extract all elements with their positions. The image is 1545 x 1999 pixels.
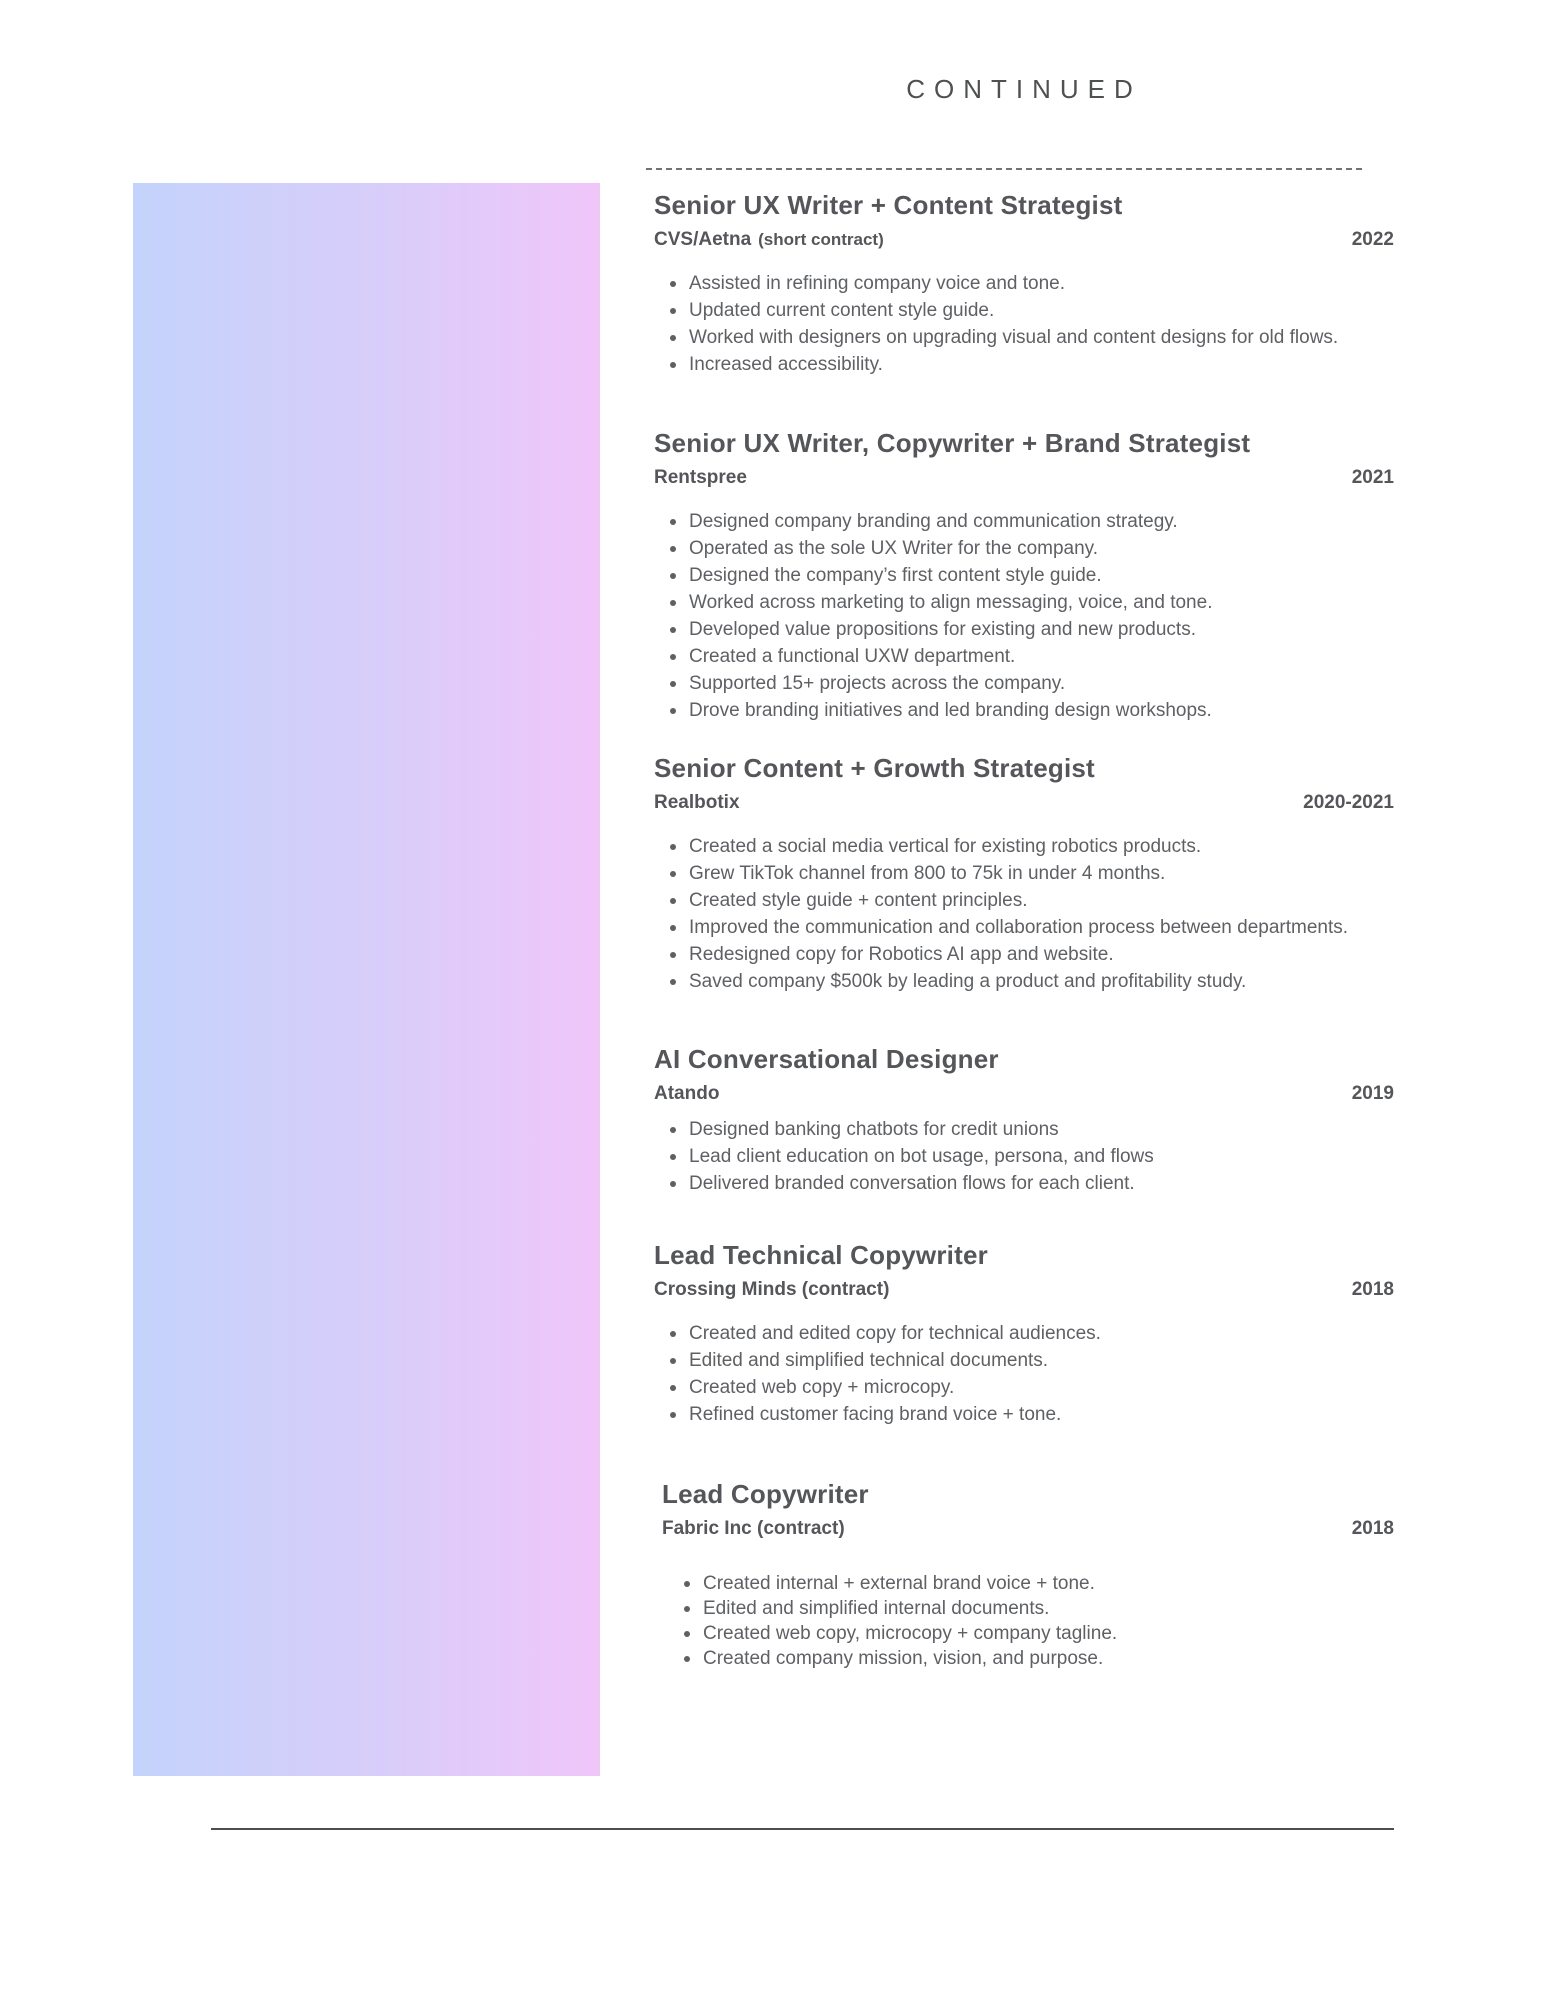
bullet-list (654, 1116, 1394, 1197)
bullet-item: Saved company $500k by leading a product and profitability study. (670, 968, 1394, 995)
sidebar-gradient (133, 183, 600, 1776)
job-meta (654, 466, 1394, 490)
job-entry (654, 753, 1394, 995)
company-name: Atando (654, 1083, 720, 1104)
bullet-item: Increased accessibility. (670, 351, 1394, 378)
company-name: Realbotix (654, 792, 740, 813)
job-entry (654, 428, 1394, 724)
footer-rule (211, 1828, 1394, 1830)
job-year: 2019 (1351, 1083, 1394, 1104)
bullet-list (654, 1320, 1394, 1428)
continued-label: CONTINUED (906, 74, 1142, 104)
bullet-item: Refined customer facing brand voice + tone. (670, 1401, 1394, 1428)
job-year: 2018 (1351, 1518, 1394, 1539)
bullet-item: Worked across marketing to align messaging, voice, and tone. (670, 589, 1394, 616)
company-name: Crossing Minds (contract) (654, 1279, 890, 1300)
bullet-item: Drove branding initiatives and led branding design workshops. (670, 697, 1394, 724)
job-title: AI Conversational Designer (654, 1044, 999, 1074)
bullet-item: Improved the communication and collaboration process between departments. (670, 914, 1394, 941)
bullet-item: Created and edited copy for technical audiences. (670, 1320, 1394, 1347)
job-meta (654, 791, 1394, 815)
job-entry (662, 1479, 1394, 1671)
company-line (654, 1278, 889, 1302)
bullet-item: Redesigned copy for Robotics AI app and website. (670, 941, 1394, 968)
company-name: Rentspree (654, 467, 747, 488)
bullet-item: Created web copy + microcopy. (670, 1374, 1394, 1401)
job-year: 2020-2021 (1303, 792, 1394, 813)
dashed-separator (646, 168, 1362, 170)
job-meta (654, 228, 1394, 252)
bullet-item: Created company mission, vision, and purpose. (684, 1646, 1394, 1671)
bullet-item: Created web copy, microcopy + company tagline. (684, 1621, 1394, 1646)
bullet-list (654, 833, 1394, 995)
bullet-list (654, 270, 1394, 378)
bullet-item: Created internal + external brand voice + tone. (684, 1571, 1394, 1596)
bullet-item: Created style guide + content principles. (670, 887, 1394, 914)
bullet-item: Designed the company’s first content style guide. (670, 562, 1394, 589)
bullet-item: Updated current content style guide. (670, 297, 1394, 324)
job-title: Senior UX Writer, Copywriter + Brand Strategist (654, 428, 1251, 458)
job-meta (662, 1517, 1394, 1541)
job-title: Senior Content + Growth Strategist (654, 753, 1095, 783)
bullet-item: Delivered branded conversation flows for each client. (670, 1170, 1394, 1197)
company-note: (short contract) (758, 230, 884, 249)
company-line (654, 228, 884, 252)
company-name: Fabric Inc (contract) (662, 1518, 845, 1539)
job-year: 2021 (1351, 467, 1394, 488)
job-entry (654, 1044, 1394, 1197)
job-meta (654, 1082, 1394, 1106)
bullet-item: Worked with designers on upgrading visual and content designs for old flows. (670, 324, 1394, 351)
company-line (662, 1517, 845, 1541)
job-year: 2022 (1351, 229, 1394, 250)
company-line (654, 466, 747, 490)
company-name: CVS/Aetna (654, 229, 752, 250)
job-title: Senior UX Writer + Content Strategist (654, 190, 1123, 220)
bullet-item: Operated as the sole UX Writer for the company. (670, 535, 1394, 562)
bullet-list (654, 508, 1394, 724)
bullet-item: Assisted in refining company voice and tone. (670, 270, 1394, 297)
job-title: Lead Copywriter (662, 1479, 869, 1509)
bullet-item: Designed banking chatbots for credit unions (670, 1116, 1394, 1143)
job-title: Lead Technical Copywriter (654, 1240, 988, 1270)
job-entry (654, 190, 1394, 378)
bullet-item: Edited and simplified technical documents. (670, 1347, 1394, 1374)
job-entry (654, 1240, 1394, 1428)
bullet-list (662, 1571, 1394, 1671)
bullet-item: Supported 15+ projects across the company. (670, 670, 1394, 697)
company-line (654, 1082, 719, 1106)
bullet-item: Lead client education on bot usage, persona, and flows (670, 1143, 1394, 1170)
company-line (654, 791, 740, 815)
bullet-item: Designed company branding and communication strategy. (670, 508, 1394, 535)
bullet-item: Grew TikTok channel from 800 to 75k in under 4 months. (670, 860, 1394, 887)
bullet-item: Created a functional UXW department. (670, 643, 1394, 670)
bullet-item: Edited and simplified internal documents. (684, 1596, 1394, 1621)
job-meta (654, 1278, 1394, 1302)
job-year: 2018 (1351, 1279, 1394, 1300)
bullet-item: Developed value propositions for existing and new products. (670, 616, 1394, 643)
bullet-item: Created a social media vertical for existing robotics products. (670, 833, 1394, 860)
